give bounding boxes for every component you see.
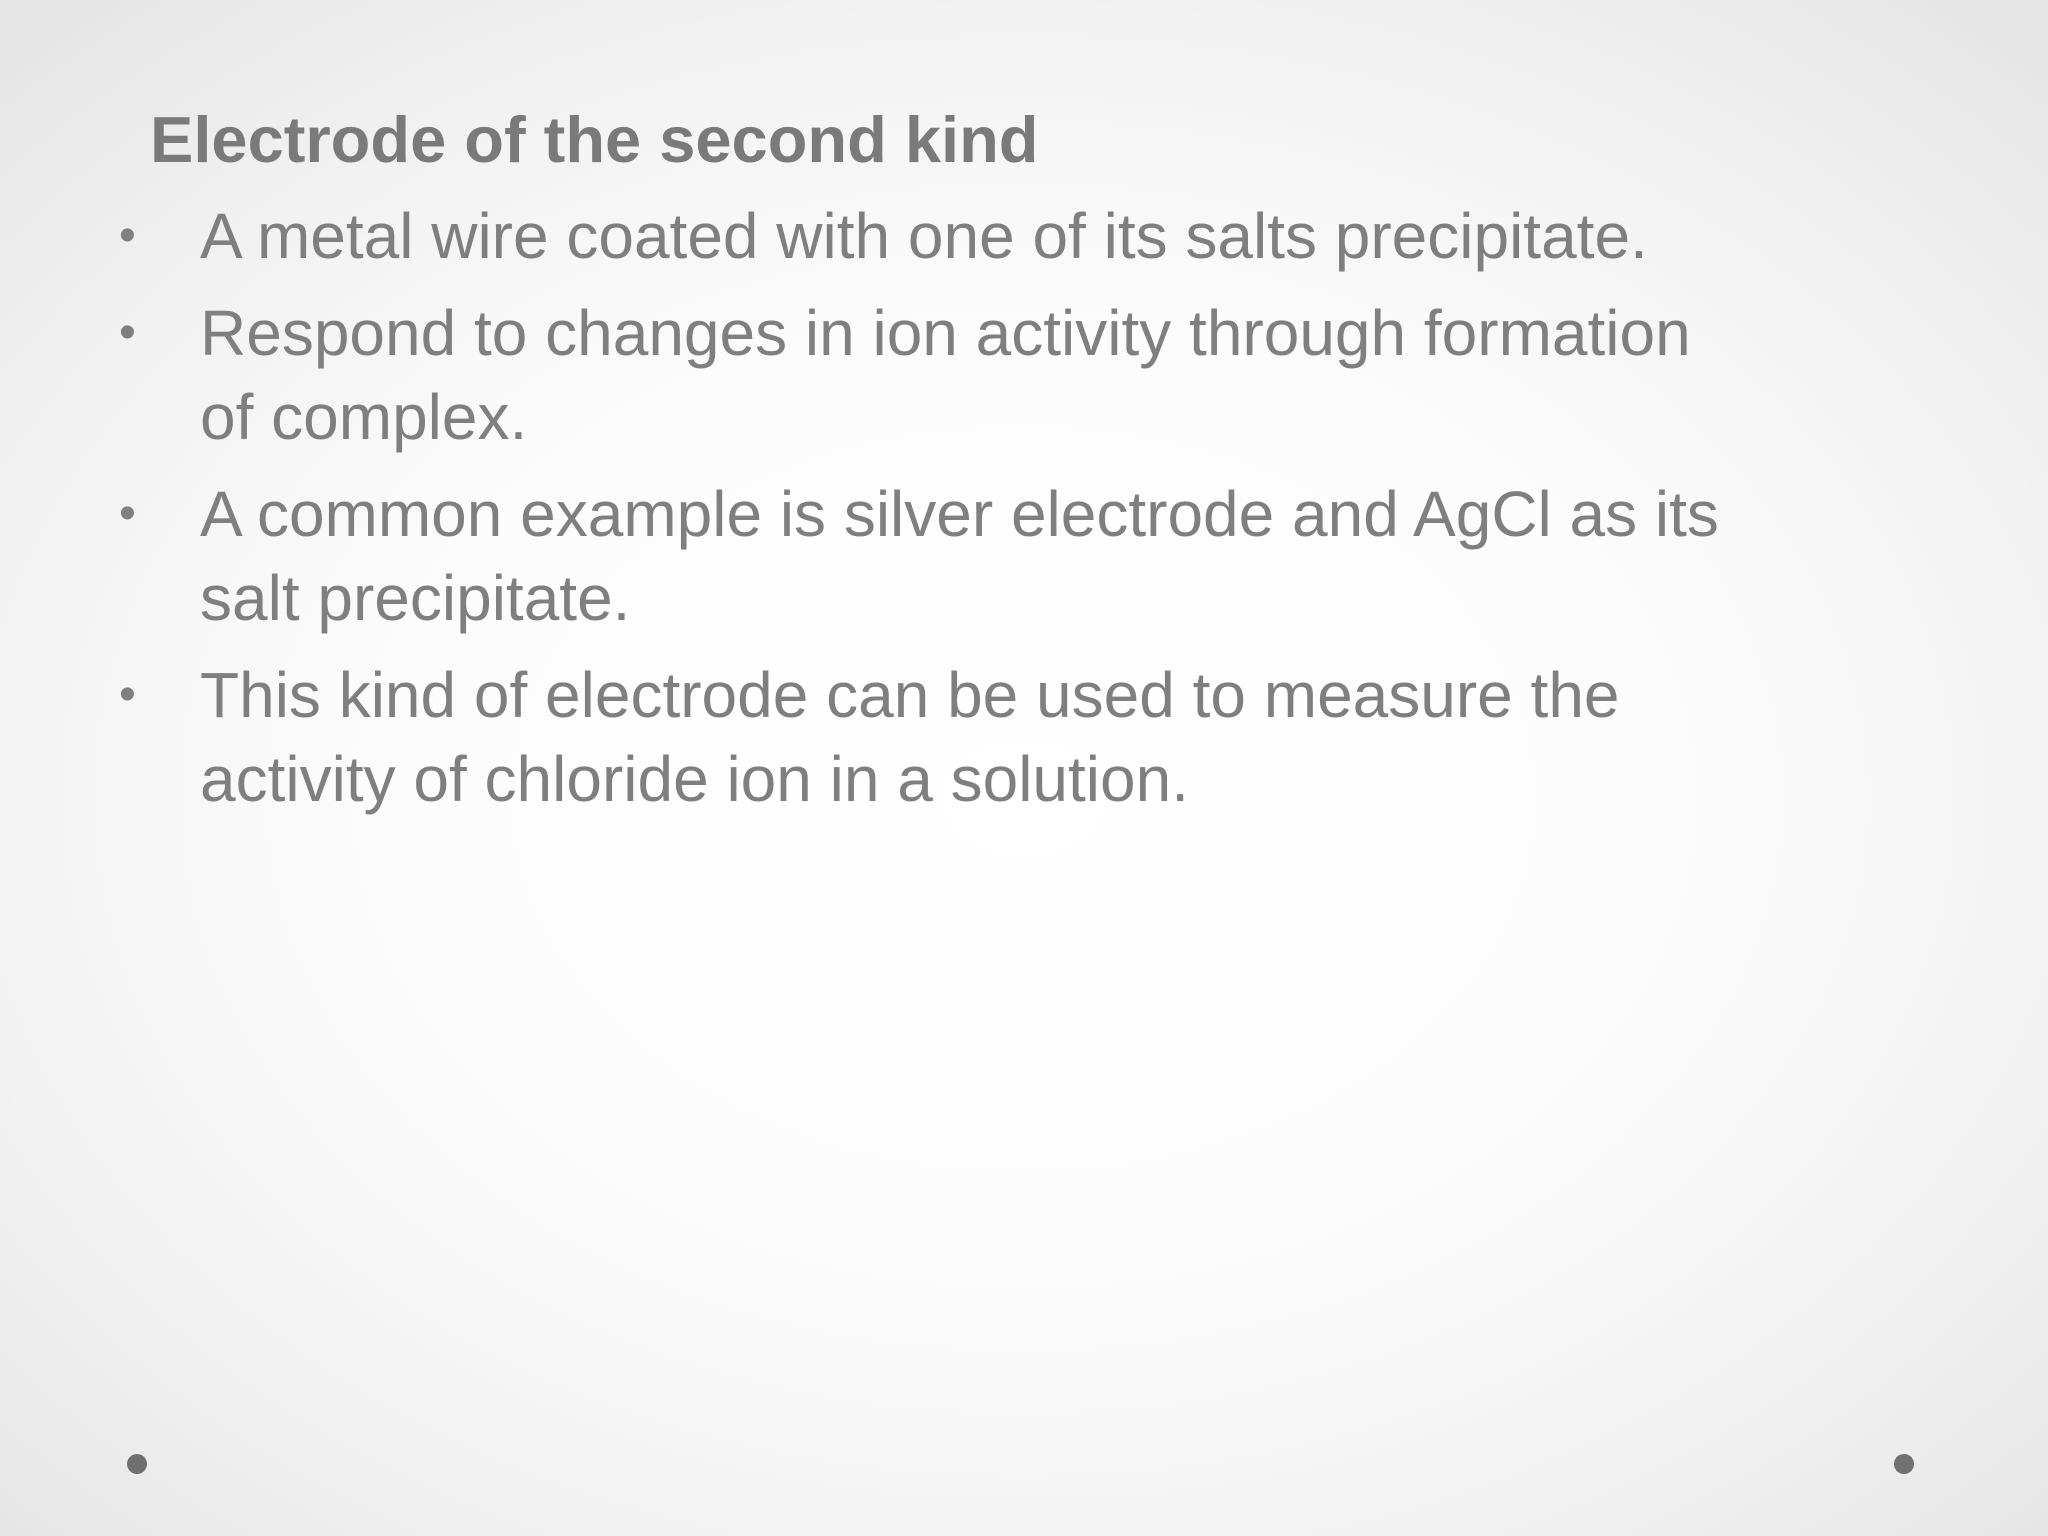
corner-dot-left-icon: [127, 1454, 147, 1474]
bullet-list: [0, 194, 1760, 834]
bullet-text: Respond to changes in ion activity through formation of complex.: [200, 297, 1691, 453]
bullet-dot-icon: •: [119, 487, 136, 540]
bullet-item-4: [0, 653, 1760, 821]
bullet-text: A common example is silver electrode and AgCl as its salt precipitate.: [200, 478, 1719, 634]
slide-title: Electrode of the second kind: [150, 103, 1039, 176]
bullet-dot-icon: •: [119, 209, 136, 262]
corner-dot-right-icon: [1894, 1454, 1914, 1474]
bullet-item-3: [0, 472, 1760, 640]
bullet-item-1: [0, 194, 1760, 278]
bullet-item-2: [0, 291, 1760, 459]
bullet-text: A metal wire coated with one of its salts precipitate.: [200, 200, 1648, 272]
bullet-dot-icon: •: [119, 306, 136, 359]
bullet-dot-icon: •: [119, 668, 136, 721]
bullet-text: This kind of electrode can be used to measure the activity of chloride ion in a solution.: [200, 659, 1620, 815]
